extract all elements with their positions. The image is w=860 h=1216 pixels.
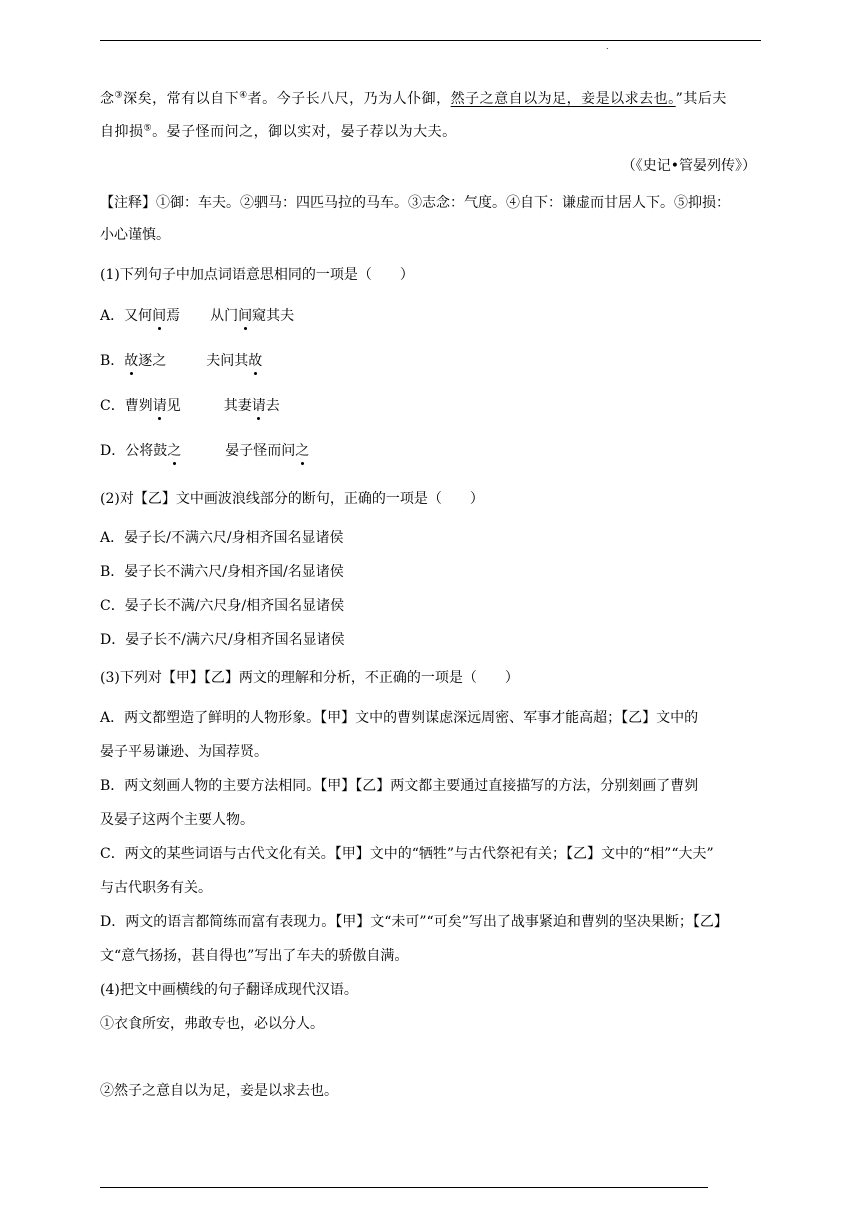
passage-text: 。晏子怪而问之，御以实对，晏子荐以为大夫。 [152, 124, 457, 140]
passage-text: ”其后夫 [675, 91, 727, 107]
footnote-ref: ⑤ [143, 123, 153, 134]
passage-text: 念 [100, 91, 115, 107]
q2-stem: (2)对【乙】文中画波浪线部分的断句，正确的一项是（ ） [100, 491, 484, 507]
q2-option-d: D．晏子长不/满六尺/身相齐国名显诸侯 [100, 632, 345, 648]
q1-option-b: B．故逐之 夫问其故 [100, 353, 263, 369]
q2-option-c: C．晏子长不满/六尺身/相齐国名显诸侯 [100, 598, 345, 614]
dotted-word: 之 [295, 443, 310, 459]
header-dot: . [606, 42, 609, 51]
q1-stem: (1)下列句子中加点词语意思相同的一项是（ ） [100, 267, 414, 283]
q4-item-2: ②然子之意自以为足，妾是以求去也。 [100, 1083, 338, 1099]
q3-stem: (3)下列对【甲】【乙】两文的理解和分析，不正确的一项是（ ） [100, 670, 519, 686]
passage-text: 者。今子长八尺，乃为人仆御， [247, 91, 451, 107]
passage-text: 深矣，常有以自下 [123, 91, 240, 107]
notes-line-1: 【注释】①御：车夫。②驷马：四匹马拉的马车。③志念：气度。④自下：谦虚而甘居人下。⑤抑损： [100, 195, 730, 211]
q4-stem: (4)把文中画横线的句子翻译成现代汉语。 [100, 982, 358, 998]
dotted-word: 故 [248, 353, 263, 369]
header-rule [100, 40, 761, 41]
q4-item-1: ①衣食所安，弗敢专也，必以分人。 [100, 1016, 324, 1032]
footnote-ref: ④ [239, 90, 248, 101]
dotted-word: 间 [152, 308, 167, 324]
q3-option-c-line-2: 与古代职务有关。 [100, 880, 212, 896]
footer-rule [100, 1187, 708, 1188]
q2-option-a: A．晏子长/不满六尺/身相齐国名显诸侯 [100, 530, 344, 546]
q3-option-c-line-1: C．两文的某些词语与古代文化有关。【甲】文中的“牺牲”与古代祭祀有关；【乙】文中的“相”“大夫” [100, 846, 714, 862]
dotted-word: 之 [167, 443, 182, 459]
q2-option-b: B．晏子长不满六尺/身相齐国/名显诸侯 [100, 564, 344, 580]
q3-option-d-line-1: D．两文的语言都简练而富有表现力。【甲】文“未可”“可矣”写出了战事紧迫和曹刿的坚决果断；【乙】 [100, 914, 728, 930]
q3-option-d-line-2: 文“意气扬扬，甚自得也”写出了车夫的骄傲自满。 [100, 948, 409, 964]
dotted-word: 请 [251, 398, 266, 414]
q3-option-a-line-2: 晏子平易谦逊、为国荐贤。 [100, 744, 268, 760]
passage-source: （《史记•管晏列传》） [621, 158, 756, 174]
q3-option-b-line-1: B．两文刻画人物的主要方法相同。【甲】【乙】两文都主要通过直接描写的方法，分别刻画了曹刿 [100, 778, 699, 794]
dotted-word: 间 [238, 308, 253, 324]
q3-option-a-line-1: A．两文都塑造了鲜明的人物形象。【甲】文中的曹刿谋虑深远周密、军事才能高超；【乙】文中的 [100, 710, 699, 726]
q1-option-c: C．曹刿请见 其妻请去 [100, 398, 280, 414]
passage-text: 自抑损 [100, 124, 144, 140]
dotted-word: 请 [152, 398, 167, 414]
passage-line-1 [100, 89, 727, 109]
q1-option-a: A．又何间焉 从门间窥其夫 [100, 308, 295, 324]
dotted-word: 故 [124, 353, 139, 369]
q1-option-d: D．公将鼓之 晏子怪而问之 [100, 443, 310, 459]
passage-line-2 [100, 122, 457, 142]
footnote-ref: ③ [114, 90, 124, 101]
notes-line-2: 小心谨慎。 [100, 227, 170, 243]
q3-option-b-line-2: 及晏子这两个主要人物。 [100, 812, 254, 828]
underlined-sentence: 然子之意自以为足，妾是以求去也。 [450, 91, 676, 107]
